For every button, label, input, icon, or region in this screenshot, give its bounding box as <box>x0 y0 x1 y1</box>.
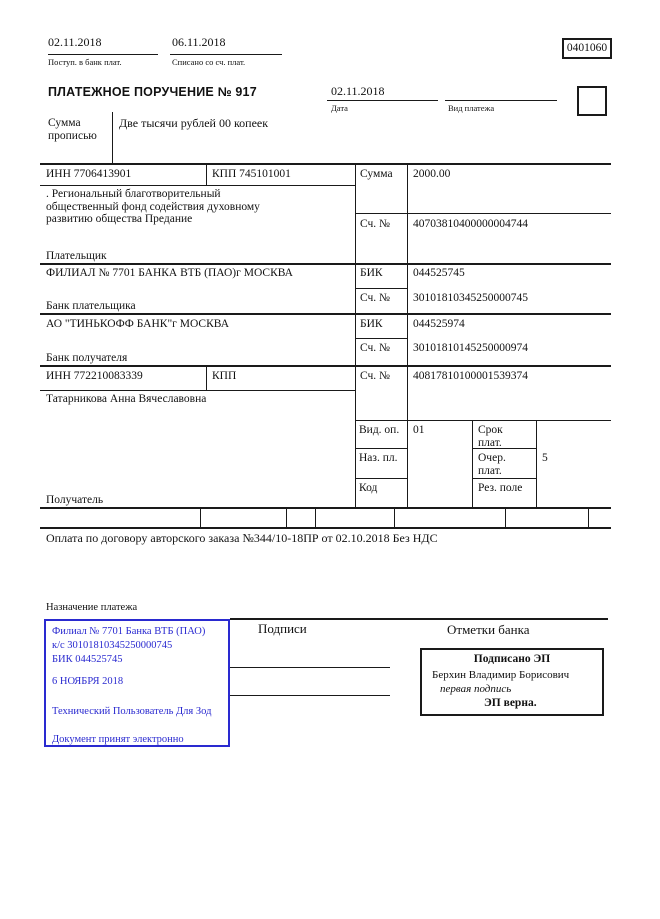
payer-inn: ИНН 7706413901 <box>46 168 132 180</box>
inn-kpp-divider <box>206 163 207 185</box>
received-date-underline <box>48 54 158 55</box>
label-column-left-border <box>355 163 356 507</box>
amount-words-value: Две тысячи рублей 00 копеек <box>119 116 269 130</box>
payee-bank-section-rule <box>40 365 611 367</box>
payer-bank-bik-label: БИК <box>360 267 383 279</box>
op-grid-row2-rule-right <box>472 478 536 479</box>
document-date-label: Дата <box>331 103 348 113</box>
esign-signer: Берхин Владимир Борисович <box>432 669 570 681</box>
debited-date: 06.11.2018 <box>172 35 226 49</box>
document-date-underline <box>327 100 438 101</box>
pay-term-label: Срок плат. <box>478 424 503 449</box>
op-grid-col2-right-border <box>536 420 537 507</box>
payer-bank-account-value: 30101810345250000745 <box>413 292 528 304</box>
tax-row-bottom-rule <box>40 527 611 529</box>
tax-row-divider-2 <box>286 509 287 527</box>
payer-bank-bik-value: 044525745 <box>413 267 465 279</box>
priority-label: Очер. плат. <box>478 452 506 477</box>
payer-bank-name: ФИЛИАЛ № 7701 БАНКА ВТБ (ПАО)г МОСКВА <box>46 267 293 279</box>
op-grid-top-rule <box>355 420 611 421</box>
tax-row-divider-5 <box>505 509 506 527</box>
purpose-label: Назначение платежа <box>46 602 138 613</box>
purpose-text: Оплата по договору авторского заказа №344/10-18ПР от 02.10.2018 Без НДС <box>46 531 438 545</box>
esign-kind: первая подпись <box>440 683 512 695</box>
payee-inn-kpp-divider <box>206 365 207 390</box>
payer-section-rule <box>40 263 611 265</box>
document-date: 02.11.2018 <box>331 84 385 98</box>
esign-title: Подписано ЭП <box>473 653 551 665</box>
payee-bank-account-label: Сч. № <box>360 342 391 354</box>
payer-section-label: Плательщик <box>46 250 107 262</box>
form-code-box <box>562 38 612 59</box>
tax-row-divider-1 <box>200 509 201 527</box>
signatures-label: Подписи <box>258 621 307 636</box>
debited-date-underline <box>170 54 282 55</box>
sum-label: Сумма <box>360 168 393 180</box>
received-date-label: Поступ. в банк плат. <box>48 57 122 67</box>
op-kind-label: Вид. оп. <box>359 424 400 436</box>
tax-row-divider-6 <box>588 509 589 527</box>
payer-bank-section-label: Банк плательщика <box>46 300 136 312</box>
op-kind-value: 01 <box>413 424 425 436</box>
table-top-rule <box>40 163 611 165</box>
payee-inn: ИНН 772210083339 <box>46 370 143 382</box>
payee-bank-account-value: 30101810145250000974 <box>413 342 528 354</box>
bank-blue-stamp <box>44 619 230 747</box>
esign-verdict: ЭП верна. <box>484 697 537 709</box>
code-label: Код <box>359 482 378 494</box>
payment-type-label: Вид платежа <box>448 103 495 113</box>
payee-section-label: Получатель <box>46 494 104 506</box>
payee-inn-row-rule <box>40 390 355 391</box>
blue-stamp-user: Технический Пользователь Для Зод <box>52 706 212 717</box>
payee-account-label: Сч. № <box>360 370 391 382</box>
op-grid-row1-rule-left <box>355 448 407 449</box>
tax-row-divider-3 <box>315 509 316 527</box>
payee-account-value: 40817810100001539374 <box>413 370 528 382</box>
payee-bank-bik-label: БИК <box>360 318 383 330</box>
bank-marks-label: Отметки банка <box>447 622 530 637</box>
blue-stamp-note: Документ принят электронно <box>52 734 184 745</box>
label-value-divider <box>407 163 408 507</box>
document-title: ПЛАТЕЖНОЕ ПОРУЧЕНИЕ № 917 <box>48 85 257 99</box>
payee-name: Татарникова Анна Вячеславовна <box>46 393 207 405</box>
payee-section-rule <box>40 507 611 509</box>
signature-line-1 <box>228 667 390 668</box>
payee-bank-section-label: Банк получателя <box>46 352 128 364</box>
blue-stamp-date: 6 НОЯБРЯ 2018 <box>52 676 124 687</box>
sum-value: 2000.00 <box>413 168 451 180</box>
payer-kpp: КПП 745101001 <box>212 168 291 180</box>
op-grid-col2-left-border <box>472 420 473 507</box>
payer-account-label: Сч. № <box>360 218 391 230</box>
tax-row-divider-4 <box>394 509 395 527</box>
blue-stamp-bik: БИК 044525745 <box>52 654 123 665</box>
inn-kpp-row-rule <box>40 185 355 186</box>
payment-type-underline <box>445 100 557 101</box>
signature-line-2 <box>228 695 390 696</box>
debited-date-label: Списано со сч. плат. <box>172 57 246 67</box>
esign-stamp <box>420 648 604 716</box>
payer-bank-section-rule <box>40 313 611 315</box>
signatures-top-rule <box>230 618 608 620</box>
op-grid-row2-rule-left <box>355 478 407 479</box>
payee-bank-name: АО "ТИНЬКОФФ БАНК"г МОСКВА <box>46 318 230 330</box>
received-date: 02.11.2018 <box>48 35 102 49</box>
sum-account-rule <box>355 213 611 214</box>
amount-words-label: Сумма прописью <box>48 117 97 142</box>
blue-stamp-corr-account: к/с 30101810345250000745 <box>52 640 173 651</box>
payee-kpp: КПП <box>212 370 237 382</box>
priority-value: 5 <box>542 452 548 464</box>
status-box <box>577 86 607 116</box>
payee-bank-bik-value: 044525974 <box>413 318 465 330</box>
payer-name: . Региональный благотворительный общественный фонд содействия духовному развитию общества Предание <box>46 188 260 225</box>
payer-bank-bik-rule <box>355 288 407 289</box>
reserve-label: Рез. поле <box>478 482 523 494</box>
blue-stamp-bank: Филиал № 7701 Банка ВТБ (ПАО) <box>52 626 206 637</box>
pay-purpose-label: Наз. пл. <box>359 452 398 464</box>
payee-bank-bik-rule <box>355 338 407 339</box>
payer-bank-account-label: Сч. № <box>360 292 391 304</box>
amount-words-divider <box>112 112 113 163</box>
payer-account-value: 40703810400000004744 <box>413 218 528 230</box>
form-code: 0401060 <box>566 42 608 54</box>
